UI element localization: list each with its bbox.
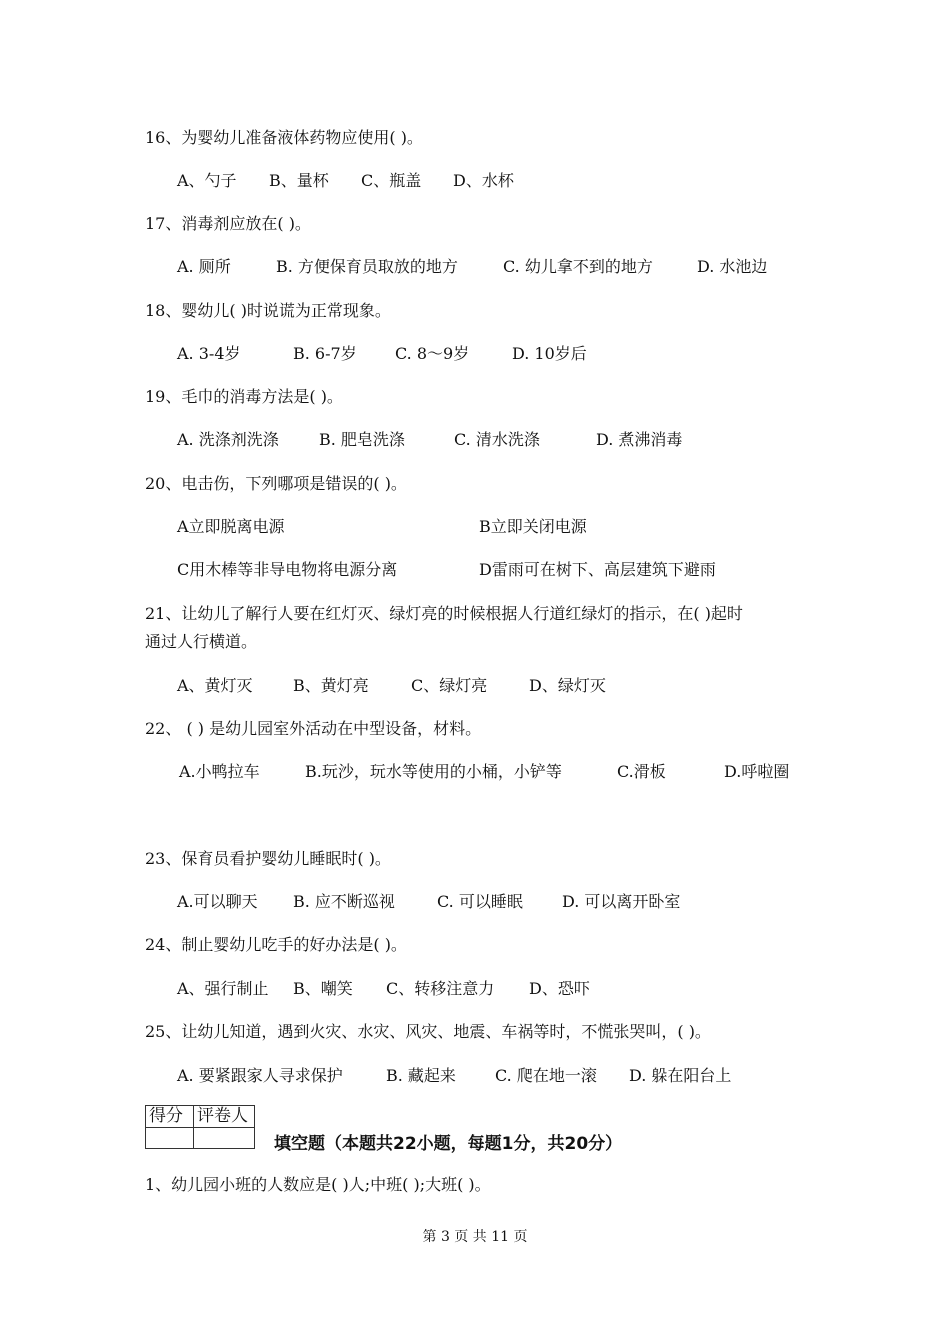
option-16-b: B、量杯 <box>269 171 329 190</box>
question-17: 17、消毒剂应放在( )。 <box>145 214 311 233</box>
option-20-c: C用木棒等非导电物将电源分离 <box>177 560 398 579</box>
option-19-b: B. 肥皂洗涤 <box>319 430 405 449</box>
question-21-continued: 通过人行横道。 <box>145 632 258 651</box>
option-24-a: A、强行制止 <box>177 979 269 998</box>
option-20-b: B立即关闭电源 <box>479 517 587 536</box>
option-17-c: C. 幼儿拿不到的地方 <box>503 257 653 276</box>
option-19-a: A. 洗涤剂洗涤 <box>177 430 279 449</box>
score-table <box>145 1105 255 1149</box>
option-19-d: D. 煮沸消毒 <box>596 430 683 449</box>
score-label: 得分 <box>149 1106 183 1126</box>
question-21: 21、让幼儿了解行人要在红灯灭、绿灯亮的时候根据人行道红绿灯的指示，在( )起时 <box>145 604 743 623</box>
option-21-a: A、黄灯灭 <box>177 676 253 695</box>
option-19-c: C. 清水洗涤 <box>454 430 540 449</box>
question-23: 23、保育员看护婴幼儿睡眠时( )。 <box>145 849 391 868</box>
option-22-d: D.呼啦圈 <box>724 762 790 781</box>
question-18: 18、婴幼儿( )时说谎为正常现象。 <box>145 301 391 320</box>
question-20: 20、电击伤，下列哪项是错误的( )。 <box>145 474 407 493</box>
option-18-c: C. 8～9岁 <box>395 344 470 363</box>
option-25-c: C. 爬在地一滚 <box>495 1066 597 1085</box>
option-24-b: B、嘲笑 <box>293 979 353 998</box>
option-20-d: D雷雨可在树下、高层建筑下避雨 <box>479 560 716 579</box>
question-19: 19、毛巾的消毒方法是( )。 <box>145 387 343 406</box>
option-20-a: A立即脱离电源 <box>177 517 285 536</box>
option-21-b: B、黄灯亮 <box>293 676 369 695</box>
grader-label: 评卷人 <box>197 1106 248 1126</box>
option-18-d: D. 10岁后 <box>512 344 587 363</box>
question-22: 22、 ( ) 是幼儿园室外活动在中型设备，材料。 <box>145 719 482 738</box>
option-16-c: C、瓶盖 <box>361 171 422 190</box>
option-16-a: A、勺子 <box>177 171 237 190</box>
option-23-c: C. 可以睡眠 <box>437 892 523 911</box>
option-23-d: D. 可以离开卧室 <box>562 892 681 911</box>
option-17-b: B. 方便保育员取放的地方 <box>276 257 458 276</box>
option-18-a: A. 3-4岁 <box>177 344 241 363</box>
page-footer: 第 3 页 共 11 页 <box>422 1229 528 1245</box>
option-24-d: D、恐吓 <box>529 979 590 998</box>
option-17-a: A. 厕所 <box>177 257 231 276</box>
section-title: 填空题（本题共22小题，每题1分，共20分） <box>274 1134 623 1154</box>
option-18-b: B. 6-7岁 <box>293 344 357 363</box>
question-25: 25、让幼儿知道，遇到火灾、水灾、风灾、地震、车祸等时，不慌张哭叫，( )。 <box>145 1022 711 1041</box>
option-25-d: D. 躲在阳台上 <box>629 1066 732 1085</box>
score-table-divider <box>146 1127 254 1128</box>
question-24: 24、制止婴幼儿吃手的好办法是( )。 <box>145 935 407 954</box>
option-25-a: A. 要紧跟家人寻求保护 <box>177 1066 343 1085</box>
option-21-d: D、绿灯灭 <box>529 676 606 695</box>
score-table-column-divider <box>193 1106 194 1148</box>
option-22-b: B.玩沙，玩水等使用的小桶，小铲等 <box>305 762 562 781</box>
option-16-d: D、水杯 <box>453 171 514 190</box>
option-23-a: A.可以聊天 <box>177 892 258 911</box>
fill-question-1: 1、幼儿园小班的人数应是( )人;中班( );大班( )。 <box>145 1175 491 1194</box>
option-22-c: C.滑板 <box>617 762 666 781</box>
option-17-d: D. 水池边 <box>697 257 768 276</box>
option-21-c: C、绿灯亮 <box>411 676 488 695</box>
option-22-a: A.小鸭拉车 <box>179 762 260 781</box>
option-25-b: B. 藏起来 <box>386 1066 456 1085</box>
option-23-b: B. 应不断巡视 <box>293 892 395 911</box>
option-24-c: C、转移注意力 <box>386 979 495 998</box>
question-16: 16、为婴幼儿准备液体药物应使用( )。 <box>145 128 423 147</box>
